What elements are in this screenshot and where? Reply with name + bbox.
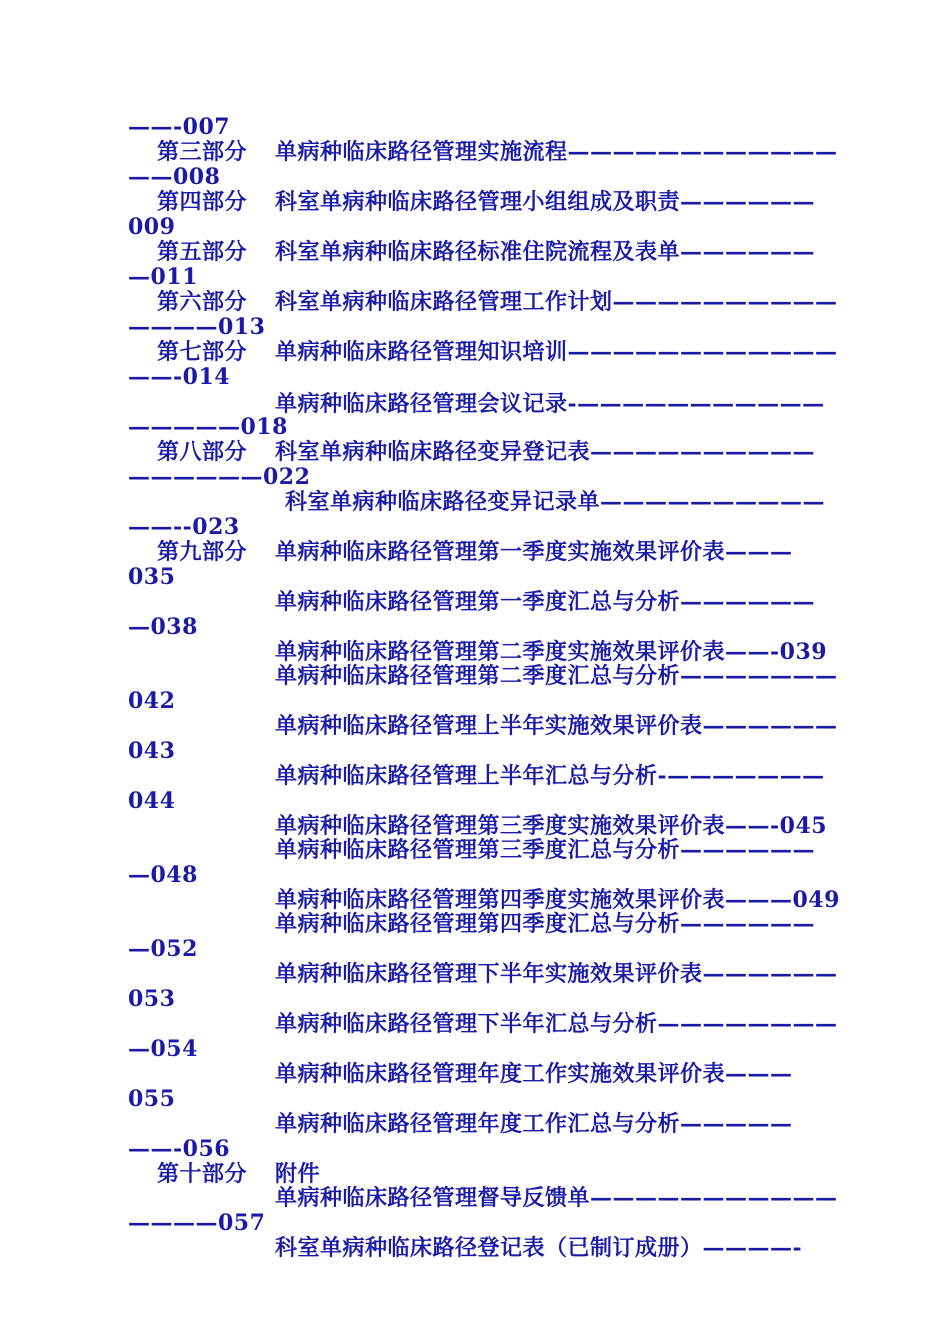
- toc-page-number: —038: [128, 614, 198, 640]
- toc-section-label: 第九部分: [157, 539, 248, 565]
- toc-page-number: —052: [128, 936, 198, 962]
- toc-section-label: 第五部分: [157, 239, 248, 265]
- toc-page-number: ——--023: [128, 514, 240, 540]
- toc-section-title: 科室单病种临床路径标准住院流程及表单——————: [275, 239, 816, 265]
- toc-section-title: 单病种临床路径管理知识培训————————————: [275, 339, 838, 365]
- toc-page-number: —011: [128, 264, 198, 290]
- toc-entry-title: 单病种临床路径管理第三季度实施效果评价表——-045: [275, 813, 828, 839]
- toc-section-label: 第十部分: [157, 1161, 248, 1187]
- toc-section-title: 科室单病种临床路径管理工作计划——————————: [275, 289, 838, 315]
- toc-section-label: 第七部分: [157, 339, 248, 365]
- toc-entry-title: 单病种临床路径管理第一季度汇总与分析——————: [275, 589, 816, 615]
- toc-section-title: 科室单病种临床路径管理小组组成及职责——————: [275, 189, 816, 215]
- toc-page-number: 053: [128, 986, 176, 1012]
- toc-entry-title: 单病种临床路径管理第二季度汇总与分析———————: [275, 663, 838, 689]
- toc-section-label: 第六部分: [157, 289, 248, 315]
- toc-section-title: 科室单病种临床路径变异登记表——————————: [275, 439, 816, 465]
- toc-entry-title: 单病种临床路径管理上半年实施效果评价表——————: [275, 713, 838, 739]
- toc-entry-title: 单病种临床路径管理会议记录-———————————: [275, 391, 825, 417]
- toc-page-number: ————057: [128, 1210, 266, 1236]
- toc-entry-title: 单病种临床路径管理上半年汇总与分析-———————: [275, 763, 825, 789]
- toc-section-label: 第八部分: [157, 439, 248, 465]
- toc-page-number: 042: [128, 688, 176, 714]
- toc-page-number: —————018: [128, 414, 288, 440]
- toc-entry-title: 单病种临床路径管理第四季度实施效果评价表———049: [275, 887, 840, 913]
- toc-page-number: 055: [128, 1086, 176, 1112]
- toc-page-number: ——————022: [128, 464, 311, 490]
- toc-section-title: 单病种临床路径管理第一季度实施效果评价表———: [275, 539, 793, 565]
- toc-page-number: 044: [128, 788, 176, 814]
- toc-page-number: ——-014: [128, 364, 231, 390]
- toc-section-title: 单病种临床路径管理实施流程————————————: [275, 139, 838, 165]
- toc-entry-title: 单病种临床路径管理下半年汇总与分析————————: [275, 1011, 838, 1037]
- toc-page-number: —048: [128, 862, 198, 888]
- toc-page-number: 043: [128, 738, 176, 764]
- toc-entry-title: 单病种临床路径管理督导反馈单———————————: [275, 1185, 838, 1211]
- toc-entry-title: 单病种临床路径管理第四季度汇总与分析——————: [275, 911, 816, 937]
- toc-page-number: ——008: [128, 164, 221, 190]
- toc-page-number: 035: [128, 564, 176, 590]
- toc-entry-title: 单病种临床路径管理第三季度汇总与分析——————: [275, 837, 816, 863]
- toc-page-number: 009: [128, 214, 176, 240]
- toc-section-label: 第四部分: [157, 189, 248, 215]
- toc-section-label: 第三部分: [157, 139, 248, 165]
- toc-continuation: ——-007: [128, 114, 231, 140]
- toc-section-title: 附件: [275, 1161, 321, 1187]
- toc-entry-title: 科室单病种临床路径变异记录单——————————: [285, 489, 826, 515]
- toc-entry-title: 科室单病种临床路径登记表（已制订成册）————-: [275, 1235, 803, 1261]
- toc-page-number: ——-056: [128, 1136, 231, 1162]
- toc-page-number: —054: [128, 1036, 198, 1062]
- toc-page-number: ————013: [128, 314, 266, 340]
- toc-entry-title: 单病种临床路径管理年度工作实施效果评价表———: [275, 1061, 793, 1087]
- toc-entry-title: 单病种临床路径管理下半年实施效果评价表——————: [275, 961, 838, 987]
- toc-entry-title: 单病种临床路径管理第二季度实施效果评价表——-039: [275, 639, 828, 665]
- toc-entry-title: 单病种临床路径管理年度工作汇总与分析—————: [275, 1111, 793, 1137]
